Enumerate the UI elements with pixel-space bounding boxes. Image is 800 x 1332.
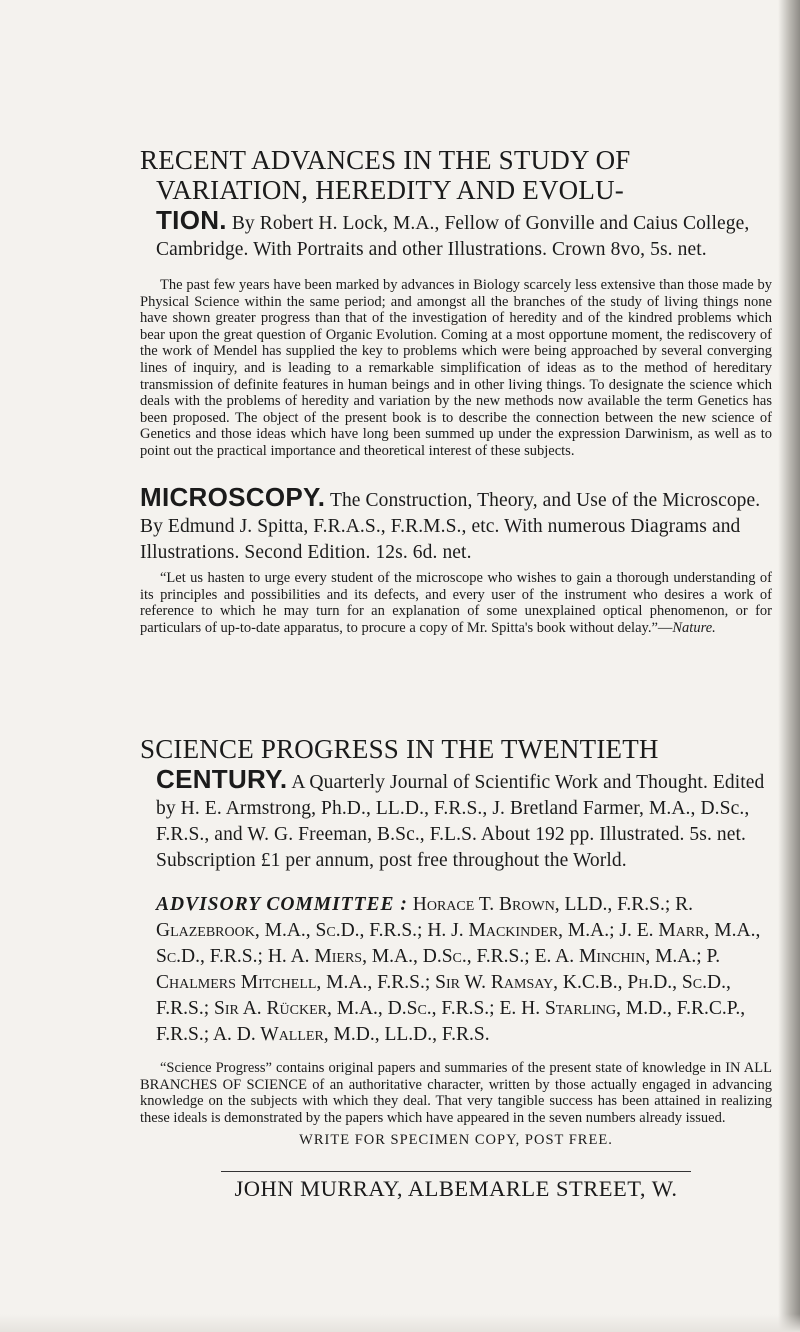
specimen-copy-notice: WRITE FOR SPECIMEN COPY, POST FREE.: [299, 1132, 613, 1149]
page-edge-shadow: [778, 0, 800, 1332]
entry-lead: [140, 484, 772, 566]
divider-rule: [221, 1171, 691, 1172]
entry-lead: [140, 207, 772, 263]
entry-title-sans: MICROSCOPY.: [140, 482, 326, 512]
entry-title-line: RECENT ADVANCES IN THE STUDY OF: [140, 145, 631, 175]
entry-lead-text: The Construction, Theory, and Use of the Microscope. By Edmund J. Spitta, F.R.A.S., F.R.M.S., etc. With numerous Diagrams and Illustrations. Second Edition. 12s. 6d. net.: [140, 490, 761, 563]
committee-members: Horace T. Brown, LLD., F.R.S.; R. Glazebrook, M.A., Sc.D., F.R.S.; H. J. Mackinder, M.A.; J. E. Marr, M.A., Sc.D., F.R.S.; H. A. Miers, M.A., D.Sc., F.R.S.; E. A. Minchin, M.A.; P. Chalmers Mitchell, M.A., F.R.S.; Sir W. Ramsay, K.C.B., Ph.D., Sc.D., F.R.S.; Sir A. Rücker, M.A., D.Sc., F.R.S.; E. H. Starling, M.D., F.R.C.P., F.R.S.; A. D. Waller, M.D., LL.D., F.R.S.: [156, 894, 761, 1045]
entry-microscopy: [140, 484, 772, 636]
advisory-committee: [140, 892, 772, 1048]
page-bottom-shadow: [0, 1314, 800, 1332]
entry-description: “Science Progress” contains original papers and summaries of the present state of knowledge in IN ALL BRANCHES OF SCIENCE of an authoritative character, written by those actually engaged in advancing knowledge on the subjects with which they deal. That very tangible success has been attained in realizing these ideals is demonstrated by the papers which have appeared in the seven numbers already issued.: [140, 1060, 772, 1126]
entry-recent-advances: [140, 145, 772, 460]
entry-review-quote: [140, 570, 772, 636]
committee-label: ADVISORY COMMITTEE :: [156, 894, 408, 915]
entry-description: The past few years have been marked by advances in Biology scarcely less extensive than those made by Physical Science within the same period; and amongst all the branches of the study of living things none have shown greater progress than that of the investigation of heredity and of the kindred problems which bear upon the great question of Organic Evolution. Coming at a most opportune moment, the rediscovery of the work of Mendel has supplied the key to problems which were being approached by several converging lines of inquiry, and is leading to a remarkable simplification of ideas as to the method of hereditary transmission of definite features in human beings and in other living things. To designate the science which deals with the problems of heredity and variation by the new methods now available the term Genetics has been proposed. The object of the present book is to describe the connection between the new science of Genetics and those ideas which have long been summed up under the expression Darwinism, as well as to point out the practical importance and theoretical interest of these subjects.: [140, 277, 772, 459]
quote-source: Nature.: [672, 619, 716, 636]
entry-science-progress: [140, 734, 772, 1202]
publisher-imprint: JOHN MURRAY, ALBEMARLE STREET, W.: [234, 1176, 678, 1202]
entry-title-line: SCIENCE PROGRESS IN THE TWENTIETH: [140, 734, 659, 764]
entry-title-sans: TION.: [156, 205, 227, 235]
entry-title-sans: CENTURY.: [156, 764, 288, 794]
entry-lead-text: By Robert H. Lock, M.A., Fellow of Gonville and Caius College, Cambridge. With Portraits and other Illustrations. Crown 8vo, 5s. net.: [156, 213, 750, 260]
entry-lead-text: A Quarterly Journal of Scientific Work and Thought. Edited by H. E. Armstrong, Ph.D., LL.D., F.R.S., J. Bretland Farmer, M.A., D.Sc., F.R.S., and W. G. Freeman, B.Sc., F.L.S. About 192 pp. Illustrated. 5s. net. Subscription £1 per annum, post free throughout the World.: [156, 772, 765, 871]
entry-lead: [140, 766, 772, 874]
quote-text: “Let us hasten to urge every student of the microscope who wishes to gain a thorough understanding of its principles and possibilities and its defects, and every user of the instrument who desires a work of reference to which he may turn for an explanation of some unexplained optical phenomenon, or for particulars of up-to-date apparatus, to procure a copy of Mr. Spitta's book without delay.”—: [140, 570, 772, 636]
entry-title-line: VARIATION, HEREDITY AND EVOLU-: [156, 175, 624, 205]
